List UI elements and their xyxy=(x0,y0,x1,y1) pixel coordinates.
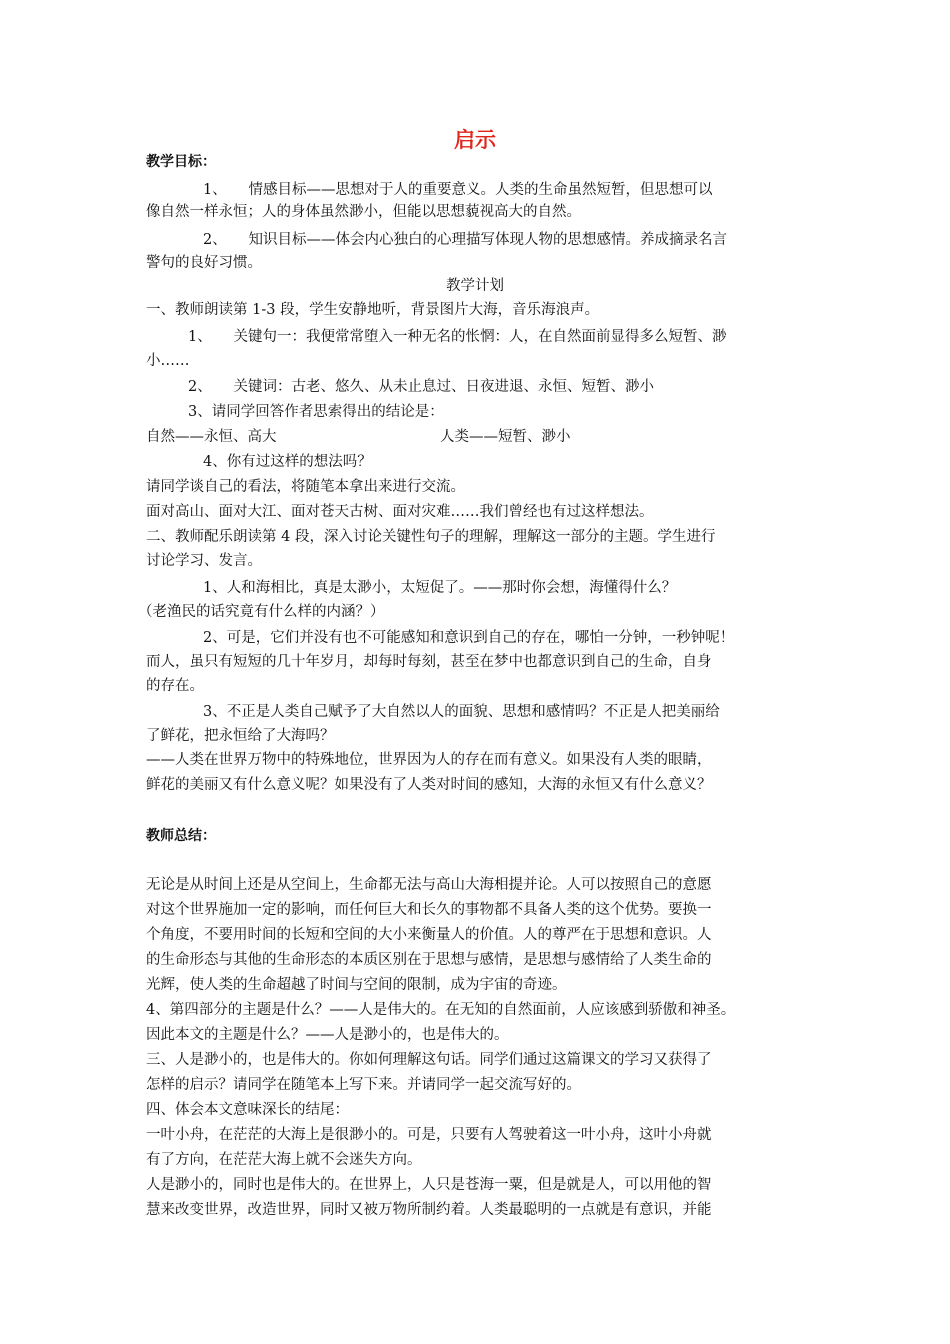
summary-line: 一叶小舟，在茫茫的大海上是很渺小的。可是，只要有人驾驶着这一叶小舟，这叶小舟就 xyxy=(146,1127,712,1143)
answer-line-1: ——人类在世界万物中的特殊地位，世界因为人的存在而有意义。如果没有人类的眼睛， xyxy=(146,752,712,768)
summary-line: 三、人是渺小的，也是伟大的。你如何理解这句话。同学们通过这篇课文的学习又获得了 xyxy=(146,1052,712,1068)
goal-2-line-1: 2、 知识目标——体会内心独白的心理描写体现人物的思想感情。养成摘录名言 xyxy=(203,232,727,248)
summary-line: 的生命形态与其他的生命形态的本质区别在于思想与感情，是思想与感情给了人类生命的 xyxy=(146,952,712,968)
key-sentence-line-2: 小…… xyxy=(146,353,190,369)
human-conclusion: 人类——短暂、渺小 xyxy=(440,429,571,445)
answer-line-2: 鲜花的美丽又有什么意义呢？如果没有了人类对时间的感知，大海的永恒又有什么意义？ xyxy=(146,777,712,793)
goal-1-line-2: 像自然一样永恒；人的身体虽然渺小，但能以思想藐视高大的自然。 xyxy=(146,204,581,220)
plan-step-1: 一、教师朗读第 1-3 段，学生安静地听，背景图片大海，音乐海浪声。 xyxy=(146,302,600,318)
sentence-3-line-2: 了鲜花，把永恒给了大海吗？ xyxy=(146,728,335,744)
summary-line: 4、第四部分的主题是什么？——人是伟大的。在无知的自然面前，人应该感到骄傲和神圣。 xyxy=(146,1002,736,1018)
summary-line: 光辉，使人类的生命超越了时间与空间的限制，成为宇宙的奇迹。 xyxy=(146,977,567,993)
sentence-1: 1、人和海相比，真是太渺小，太短促了。——那时你会想，海懂得什么？ xyxy=(203,580,677,596)
plan-step-2-line-2: 讨论学习、发言。 xyxy=(146,553,262,569)
plan-heading: 教学计划 xyxy=(446,278,504,294)
sentence-2-line-2: 而人，虽只有短短的几十年岁月，却每时每刻，甚至在梦中也都意识到自己的生命，自身 xyxy=(146,654,712,670)
summary-line: 人是渺小的，同时也是伟大的。在世界上，人只是苍海一粟，但是就是人，可以用他的智 xyxy=(146,1177,712,1193)
summary-line: 无论是从时间上还是从空间上，生命都无法与高山大海相提并论。人可以按照自己的意愿 xyxy=(146,877,712,893)
key-words: 2、 关键词：古老、悠久、从未止息过、日夜进退、永恒、短暂、渺小 xyxy=(188,379,654,395)
summary-line: 四、体会本文意味深长的结尾： xyxy=(146,1102,349,1118)
sentence-2-line-3: 的存在。 xyxy=(146,678,204,694)
question-3: 3、请同学回答作者思索得出的结论是： xyxy=(188,404,444,420)
question-4: 4、你有过这样的想法吗？ xyxy=(203,454,372,470)
sentence-1-note: （老渔民的话究竟有什么样的内涵？） xyxy=(138,604,385,620)
goals-heading: 教学目标： xyxy=(146,154,216,170)
summary-line: 怎样的启示？请同学在随笔本上写下来。并请同学一起交流写好的。 xyxy=(146,1077,581,1093)
discussion-prompt: 请同学谈自己的看法，将随笔本拿出来进行交流。 xyxy=(146,479,465,495)
summary-line: 个角度，不要用时间的长短和空间的大小来衡量人的价值。人的尊严在于思想和意识。人 xyxy=(146,927,712,943)
summary-heading: 教师总结： xyxy=(146,828,216,844)
summary-line: 慧来改变世界，改造世界，同时又被万物所制约着。人类最聪明的一点就是有意识，并能 xyxy=(146,1202,712,1218)
facing-line: 面对高山、面对大江、面对苍天古树、面对灾难……我们曾经也有过这样想法。 xyxy=(146,504,654,520)
nature-conclusion: 自然——永恒、高大 xyxy=(146,429,277,445)
sentence-2-line-1: 2、可是，它们并没有也不可能感知和意识到自己的存在，哪怕一分钟，一秒钟呢！ xyxy=(203,630,735,646)
summary-line: 对这个世界施加一定的影响，而任何巨大和长久的事物都不具备人类的这个优势。要换一 xyxy=(146,902,712,918)
goal-2-line-2: 警句的良好习惯。 xyxy=(146,255,262,271)
plan-step-2-line-1: 二、教师配乐朗读第 4 段，深入讨论关键性句子的理解，理解这一部分的主题。学生进行 xyxy=(146,529,716,545)
summary-line: 因此本文的主题是什么？——人是渺小的，也是伟大的。 xyxy=(146,1027,509,1043)
goal-1-line-1: 1、 情感目标——思想对于人的重要意义。人类的生命虽然短暂，但思想可以 xyxy=(203,182,713,198)
sentence-3-line-1: 3、不正是人类自己赋予了大自然以人的面貌、思想和感情吗？不正是人把美丽给 xyxy=(203,704,720,720)
summary-line: 有了方向，在茫茫大海上就不会迷失方向。 xyxy=(146,1152,422,1168)
page-title: 启示 xyxy=(454,128,496,152)
key-sentence-line-1: 1、 关键句一：我便常常堕入一种无名的怅惘：人，在自然面前显得多么短暂、渺 xyxy=(188,329,727,345)
